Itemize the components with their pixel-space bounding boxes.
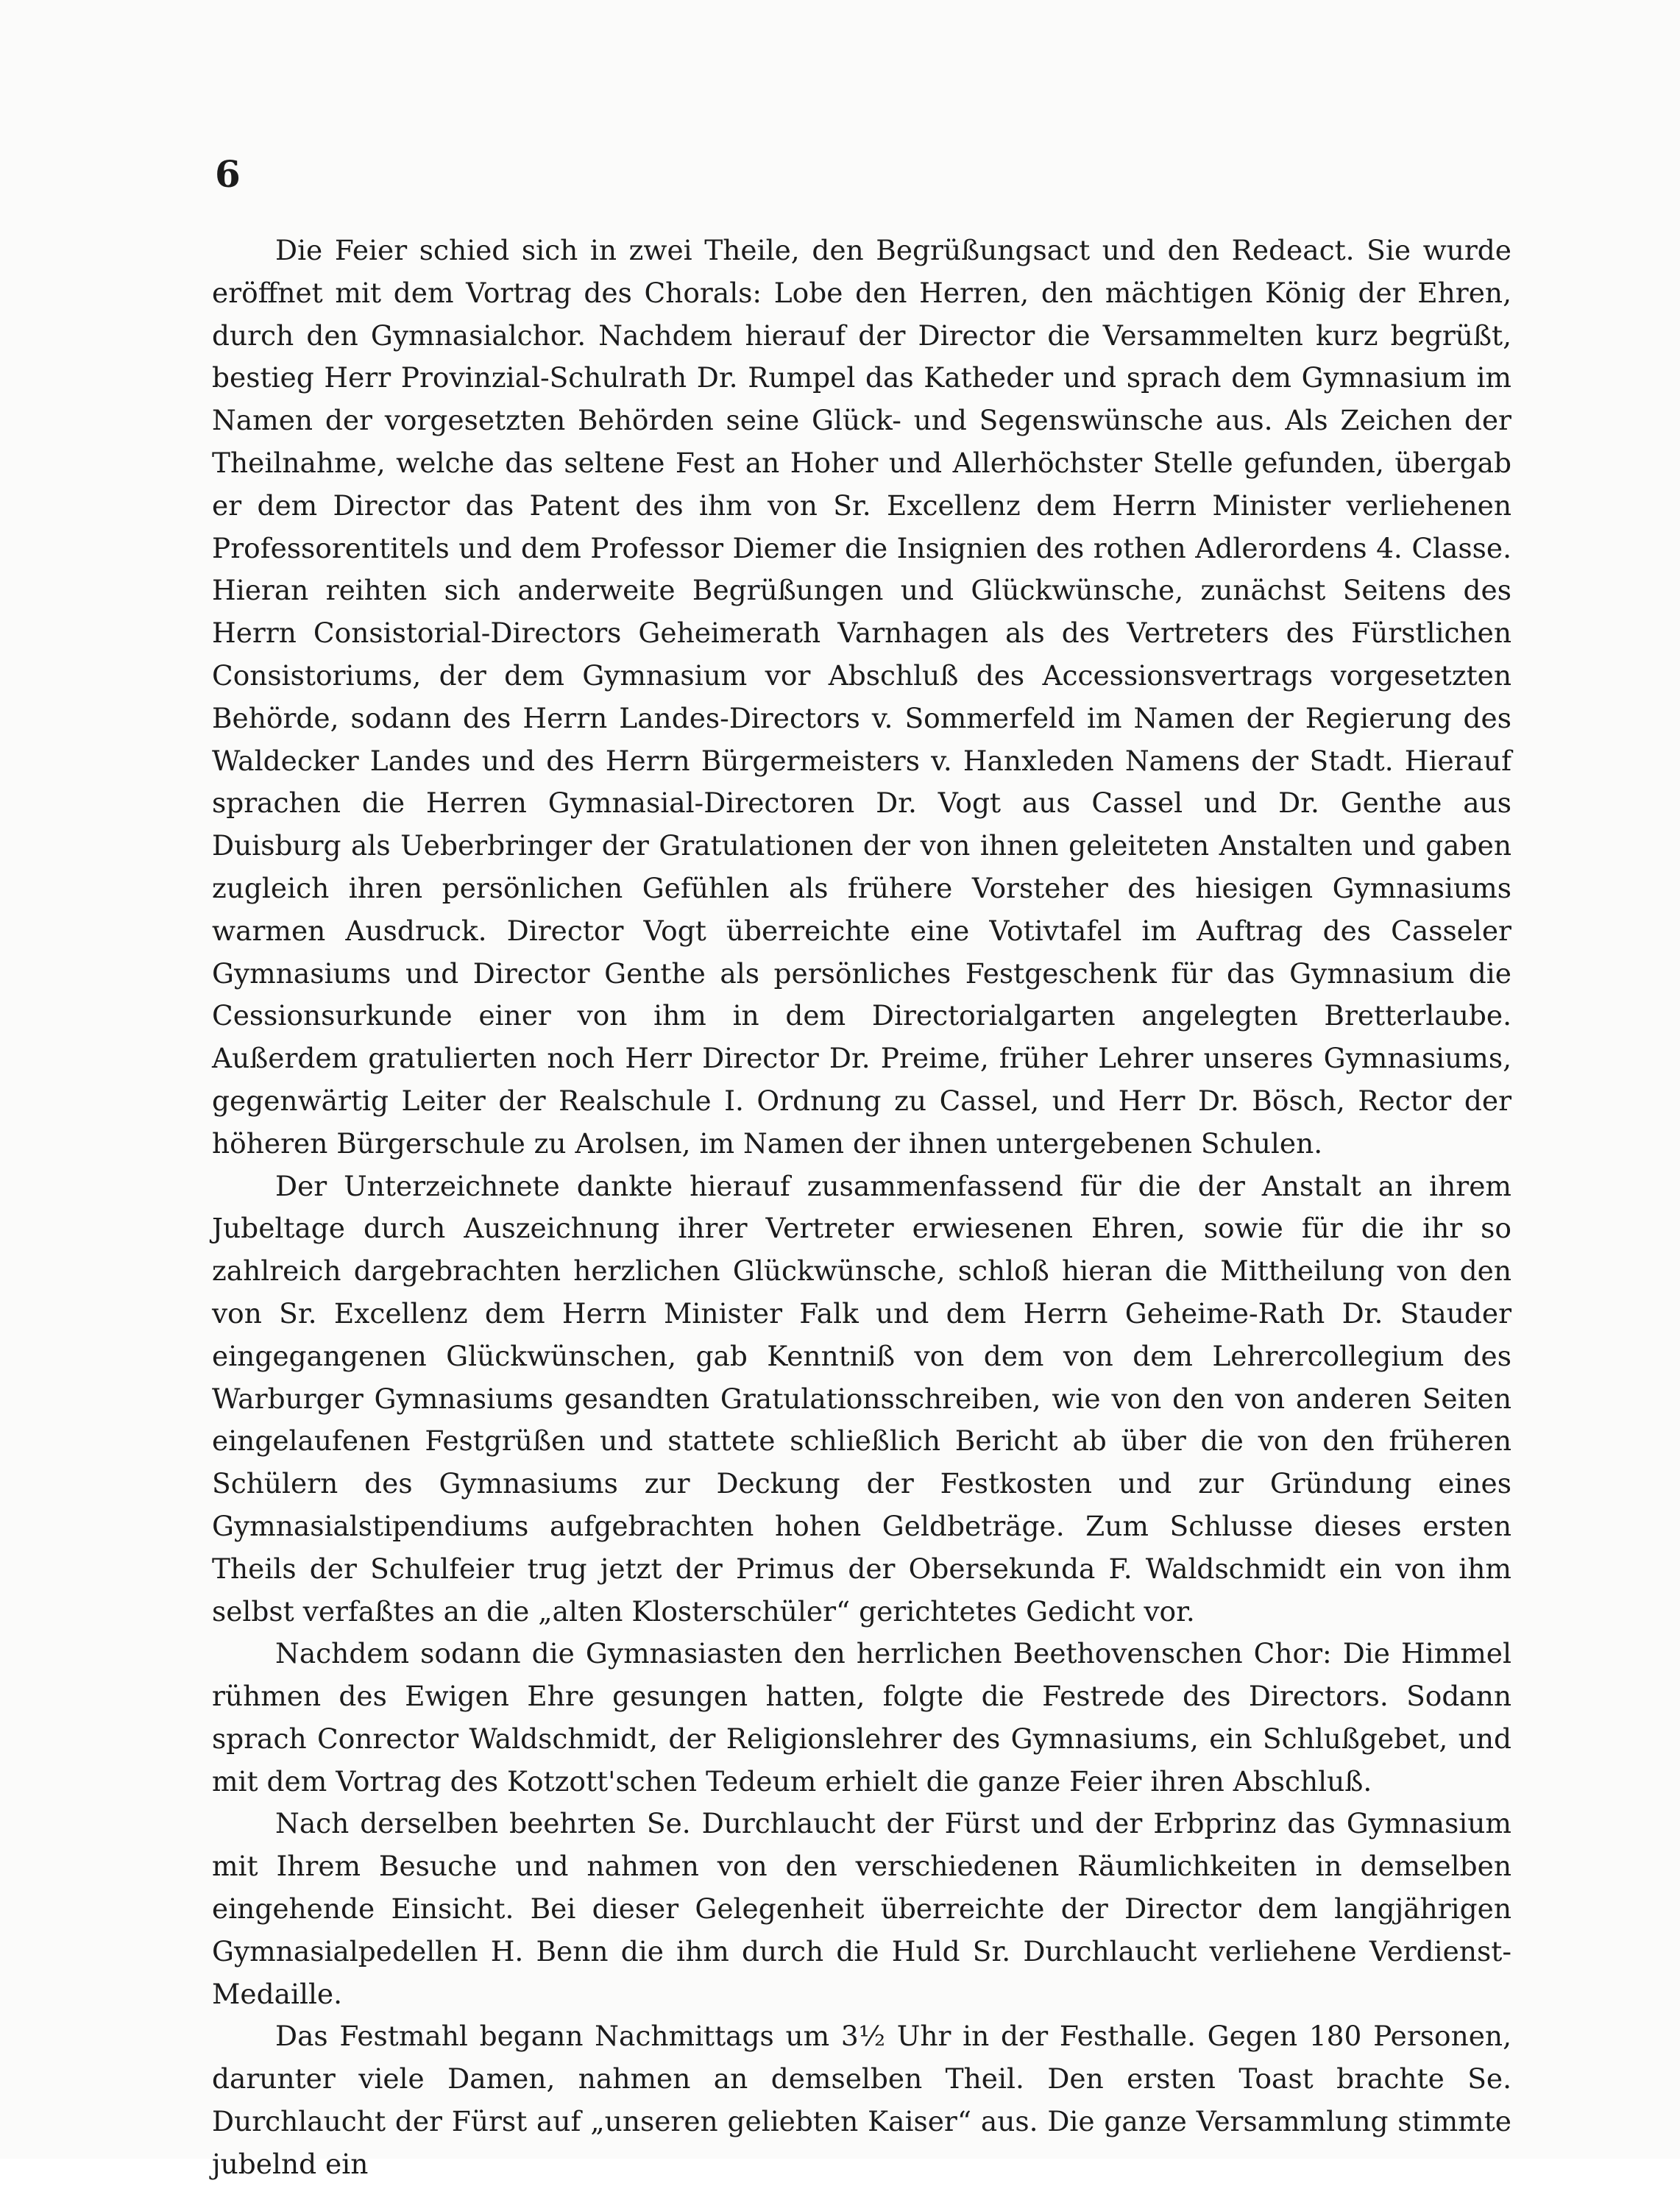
body-text: [212, 230, 1511, 2186]
page-number: 6: [215, 152, 241, 196]
paragraph-4: Nach derselben beehrten Se. Durchlaucht der Fürst und der Erbprinz das Gymnasium mit Ihrem Besuche und nahmen von den verschiedenen Räumlichkeiten in demselben eingehende Einsicht. Bei dieser Gelegenheit überreichte der Director dem langjährigen Gymnasialpedellen H. Benn die ihm durch die Huld Sr. Durchlaucht verliehene Verdienst-Medaille.: [212, 1807, 1511, 2010]
paragraph-1: Die Feier schied sich in zwei Theile, den Begrüßungsact und den Redeact. Sie wurde eröffnet mit dem Vortrag des Chorals: Lobe den Herren, den mächtigen König der Ehren, durch den Gymnasialchor. Nachdem hierauf der Director die Versammelten kurz begrüßt, bestieg Herr Provinzial-Schulrath Dr. Rumpel das Katheder und sprach dem Gymnasium im Namen der vorgesetzten Behörden seine Glück- und Segenswünsche aus. Als Zeichen der Theilnahme, welche das seltene Fest an Hoher und Allerhöchster Stelle gefunden, übergab er dem Director das Patent des ihm von Sr. Excellenz dem Herrn Minister verliehenen Professorentitels und dem Professor Diemer die Insignien des rothen Adlerordens 4. Classe. Hieran reihten sich anderweite Begrüßungen und Glückwünsche, zunächst Seitens des Herrn Consistorial-Directors Geheimerath Varnhagen als des Vertreters des Fürstlichen Consistoriums, der dem Gymnasium vor Abschluß des Accessionsvertrags vorgesetzten Behörde, sodann des Herrn Landes-Directors v. Sommerfeld im Namen der Regierung des Waldecker Landes und des Herrn Bürgermeisters v. Hanxleden Namens der Stadt. Hierauf sprachen die Herren Gymnasial-Directoren Dr. Vogt aus Cassel und Dr. Genthe aus Duisburg als Ueberbringer der Gratulationen der von ihnen geleiteten Anstalten und gaben zugleich ihren persönlichen Gefühlen als frühere Vorsteher des hiesigen Gymnasiums warmen Ausdruck. Director Vogt überreichte eine Votivtafel im Auftrag des Casseler Gymnasiums und Director Genthe als persönliches Festgeschenk für das Gymnasium die Cessionsurkunde einer von ihm in dem Directorialgarten angelegten Bretterlaube. Außerdem gratulierten noch Herr Director Dr. Preime, früher Lehrer unseres Gymnasiums, gegenwärtig Leiter der Realschule I. Ordnung zu Cassel, und Herr Dr. Bösch, Rector der höheren Bürgerschule zu Arolsen, im Namen der ihnen untergebenen Schulen.: [212, 234, 1511, 1160]
paragraph-3: Nachdem sodann die Gymnasiasten den herrlichen Beethovenschen Chor: Die Himmel rühmen des Ewigen Ehre gesungen hatten, folgte die Festrede des Directors. Sodann sprach Conrector Waldschmidt, der Religionslehrer des Gymnasiums, ein Schlußgebet, und mit dem Vortrag des Kotzott'schen Tedeum erhielt die ganze Feier ihren Abschluß.: [212, 1637, 1511, 1798]
paragraph-5: Das Festmahl begann Nachmittags um 3½ Uhr in der Festhalle. Gegen 180 Personen, darunter viele Damen, nahmen an demselben Theil. Den ersten Toast brachte Se. Durchlaucht der Fürst auf „unseren geliebten Kaiser“ aus. Die ganze Versammlung stimmte jubelnd ein: [212, 2020, 1511, 2180]
paragraph-2: Der Unterzeichnete dankte hierauf zusammenfassend für die der Anstalt an ihrem Jubeltage durch Auszeichnung ihrer Vertreter erwiesenen Ehren, sowie für die ihr so zahlreich dargebrachten herzlichen Glückwünsche, schloß hieran die Mittheilung von den von Sr. Excellenz dem Herrn Minister Falk und dem Herrn Geheime-Rath Dr. Stauder eingegangenen Glückwünschen, gab Kenntniß von dem von dem Lehrercollegium des Warburger Gymnasiums gesandten Gratulationsschreiben, wie von den von anderen Seiten eingelaufenen Festgrüßen und stattete schließlich Bericht ab über die von den früheren Schülern des Gymnasiums zur Deckung der Festkosten und zur Gründung eines Gymnasialstipendiums aufgebrachten hohen Geldbeträge. Zum Schlusse dieses ersten Theils der Schulfeier trug jetzt der Primus der Obersekunda F. Waldschmidt ein von ihm selbst verfaßtes an die „alten Klosterschüler“ gerichtetes Gedicht vor.: [212, 1169, 1511, 1628]
